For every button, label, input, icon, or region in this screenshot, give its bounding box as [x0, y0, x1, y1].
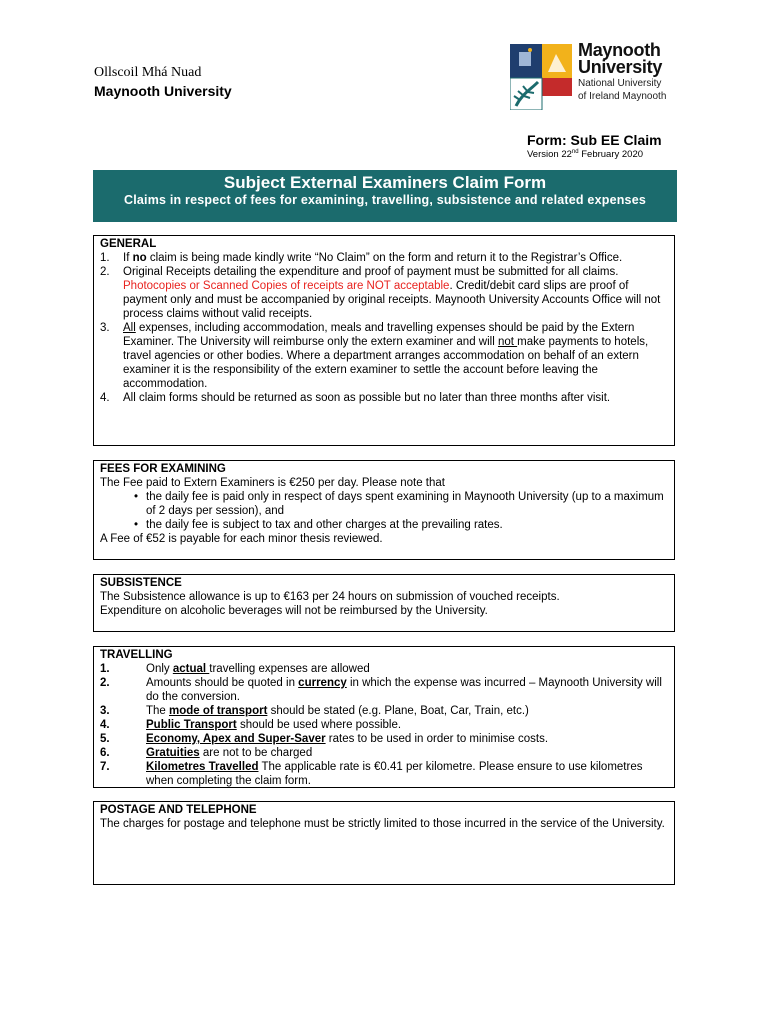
- banner-subtitle: Claims in respect of fees for examining, travelling, subsistence and related expenses: [123, 193, 647, 207]
- version-date: Version 22nd February 2020: [527, 149, 644, 161]
- fees-intro: The Fee paid to Extern Examiners is €250 per day. Please note that: [100, 477, 445, 489]
- minor-thesis-fee: A Fee of €52 is payable for each minor thesis reviewed.: [100, 533, 383, 545]
- list-item: 2. Original Receipts detailing the expenditure and proof of payment must be submitted for all claims. Photocopies or Scanned Copies of receipts are NOT acceptable. Credit/debit card slips are proof of payment only and must be accompanied by original receipts. Maynooth University Accounts Office will not process claims without valid receipts.: [100, 266, 661, 320]
- form-title: Form: Sub EE Claim: [527, 132, 662, 148]
- list-item: 2. Amounts should be quoted in currency in which the expense was incurred – Maynooth University will do the conversion.: [100, 677, 662, 703]
- list-item: 3. All expenses, including accommodation, meals and travelling expenses should be paid by the Extern Examiner. The University will reimburse only the extern examiner and will not make payments to hotels, travel agencies or other bodies. Where a department arranges accommodation on behalf of an extern examiner it is the responsibility of the extern examiner to settle the account before leaving the accommodation.: [100, 322, 649, 390]
- logo-line-1: Maynooth: [578, 40, 661, 60]
- title-banner: [93, 170, 677, 222]
- banner-title: Subject External Examiners Claim Form: [223, 173, 547, 192]
- list-item: 1. If no claim is being made kindly write “No Claim” on the form and return it to the Registrar’s Office.: [100, 252, 623, 264]
- university-logo: [510, 42, 670, 110]
- list-item: 7. Kilometres Travelled The applicable rate is €0.41 per kilometre. Please ensure to use kilometres when completing the claim form.: [100, 761, 643, 787]
- list-item: • the daily fee is subject to tax and other charges at the prevailing rates.: [133, 519, 503, 531]
- postage-section: [93, 801, 675, 885]
- general-section: [93, 235, 675, 446]
- subsistence-section: [93, 574, 675, 632]
- list-item: 4. Public Transport should be used where possible.: [100, 719, 402, 731]
- travelling-section: [93, 646, 675, 788]
- subsistence-line: Expenditure on alcoholic beverages will not be reimbursed by the University.: [100, 605, 488, 617]
- subsistence-heading: SUBSISTENCE: [100, 577, 182, 589]
- list-item: 4. All claim forms should be returned as soon as possible but no later than three months after visit.: [100, 392, 611, 404]
- receipts-warning: Photocopies or Scanned Copies of receipts are NOT acceptable: [123, 280, 450, 292]
- fees-section: [93, 460, 675, 560]
- subsistence-line: The Subsistence allowance is up to €163 per 24 hours on submission of vouched receipts.: [100, 591, 560, 603]
- university-name: Maynooth University: [94, 83, 232, 99]
- postage-heading: POSTAGE AND TELEPHONE: [100, 804, 257, 816]
- general-heading: GENERAL: [100, 238, 157, 250]
- logo-line-2: University: [578, 57, 663, 77]
- fees-heading: FEES FOR EXAMINING: [100, 463, 226, 475]
- list-item: 5. Economy, Apex and Super-Saver rates to be used in order to minimise costs.: [100, 733, 549, 745]
- irish-university-name: Ollscoil Mhá Nuad: [94, 65, 202, 80]
- postage-text: The charges for postage and telephone must be strictly limited to those incurred in the service of the University.: [100, 818, 665, 830]
- list-item: • the daily fee is paid only in respect of days spent examining in Maynooth University (up to a maximum of 2 days per session), and: [133, 491, 664, 517]
- crest-icon: [510, 42, 574, 110]
- logo-line-3: National University: [578, 78, 662, 89]
- list-item: 3. The mode of transport should be stated (e.g. Plane, Boat, Car, Train, etc.): [100, 705, 529, 717]
- list-item: 1. Only actual travelling expenses are allowed: [100, 663, 370, 675]
- travelling-heading: TRAVELLING: [100, 649, 173, 661]
- list-item: 6. Gratuities are not to be charged: [100, 747, 313, 759]
- logo-line-4: of Ireland Maynooth: [578, 91, 667, 102]
